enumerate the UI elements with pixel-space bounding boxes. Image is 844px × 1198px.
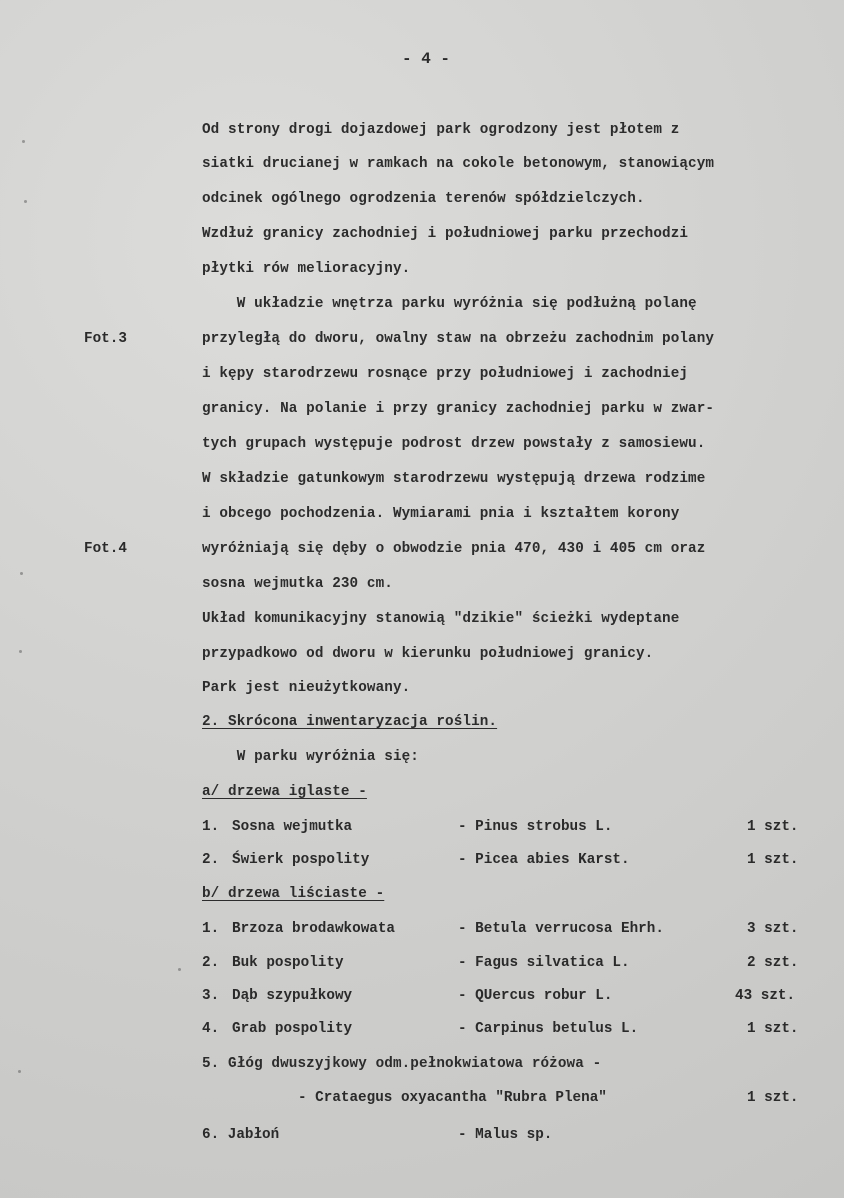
paragraph-line: Układ komunikacyjny stanowią "dzikie" ścieżki wydeptane: [202, 611, 680, 627]
item-latin: - Carpinus betulus L.: [458, 1021, 639, 1037]
item-5-line-1: 5. Głóg dwuszyjkowy odm.pełnokwiatowa różowa -: [202, 1056, 602, 1072]
group-b-heading: b/ drzewa liściaste -: [202, 886, 385, 902]
item-count: 1 szt.: [747, 1021, 799, 1037]
margin-note-fot4: Fot.4: [84, 541, 127, 557]
margin-note-fot3: Fot.3: [84, 331, 127, 347]
section-heading: 2. Skrócona inwentaryzacja roślin.: [202, 714, 498, 730]
paragraph-line: granicy. Na polanie i przy granicy zachodniej parku w zwar-: [202, 401, 715, 417]
item-count: 1 szt.: [747, 819, 799, 835]
scan-speck: [24, 200, 27, 203]
item-number: 4.: [202, 1021, 220, 1037]
item-name: Grab pospolity: [232, 1021, 353, 1037]
item-latin: - QUercus robur L.: [458, 988, 613, 1004]
item-latin: - Pinus strobus L.: [458, 819, 613, 835]
scan-speck: [18, 1070, 21, 1073]
paragraph-line: W układzie wnętrza parku wyróżnia się podłużną polanę: [202, 296, 697, 312]
paragraph-line: odcinek ogólnego ogrodzenia terenów spółdzielczych.: [202, 191, 645, 207]
item-count: 3 szt.: [747, 921, 799, 937]
paragraph-line: przyległą do dworu, owalny staw na obrzeżu zachodnim polany: [202, 331, 715, 347]
item-name: Świerk pospolity: [232, 852, 370, 868]
item-name: Sosna wejmutka: [232, 819, 353, 835]
paragraph-line: siatki drucianej w ramkach na cokole betonowym, stanowiącym: [202, 156, 715, 172]
item-number: 1.: [202, 921, 220, 937]
paragraph-line: przypadkowo od dworu w kierunku południowej granicy.: [202, 646, 654, 662]
scan-speck: [19, 650, 22, 653]
item-count: 1 szt.: [747, 1090, 799, 1106]
item-count: 1 szt.: [747, 852, 799, 868]
paragraph-line: płytki rów melioracyjny.: [202, 261, 411, 277]
section-intro: W parku wyróżnia się:: [202, 749, 419, 765]
item-latin: - Betula verrucosa Ehrh.: [458, 921, 664, 937]
paragraph-line: wyróżniają się dęby o obwodzie pnia 470, 430 i 405 cm oraz: [202, 541, 706, 557]
scan-speck: [178, 968, 181, 971]
item-6-latin: - Malus sp.: [458, 1127, 553, 1143]
item-name: Buk pospolity: [232, 955, 344, 971]
item-5-line-2: - Crataegus oxyacantha "Rubra Plena": [298, 1090, 607, 1106]
paragraph-line: i kępy starodrzewu rosnące przy południowej i zachodniej: [202, 366, 689, 382]
paragraph-line: Park jest nieużytkowany.: [202, 680, 411, 696]
paragraph-line: i obcego pochodzenia. Wymiarami pnia i kształtem korony: [202, 506, 680, 522]
item-latin: - Picea abies Karst.: [458, 852, 630, 868]
item-number: 2.: [202, 852, 220, 868]
item-number: 1.: [202, 819, 220, 835]
scan-speck: [20, 572, 23, 575]
item-count: 2 szt.: [747, 955, 799, 971]
paragraph-line: Od strony drogi dojazdowej park ogrodzony jest płotem z: [202, 122, 680, 138]
page-number: - 4 -: [402, 50, 451, 68]
item-latin: - Fagus silvatica L.: [458, 955, 630, 971]
item-name: Dąb szypułkowy: [232, 988, 353, 1004]
item-count: 43 szt.: [735, 988, 796, 1004]
item-6-name: 6. Jabłoń: [202, 1127, 280, 1143]
paragraph-line: Wzdłuż granicy zachodniej i południowej parku przechodzi: [202, 226, 689, 242]
scan-speck: [22, 140, 25, 143]
paragraph-line: tych grupach występuje podrost drzew powstały z samosiewu.: [202, 436, 706, 452]
item-number: 3.: [202, 988, 220, 1004]
group-a-heading: a/ drzewa iglaste -: [202, 784, 367, 800]
paragraph-line: W składzie gatunkowym starodrzewu występują drzewa rodzime: [202, 471, 706, 487]
item-number: 2.: [202, 955, 220, 971]
paragraph-line: sosna wejmutka 230 cm.: [202, 576, 393, 592]
item-name: Brzoza brodawkowata: [232, 921, 396, 937]
